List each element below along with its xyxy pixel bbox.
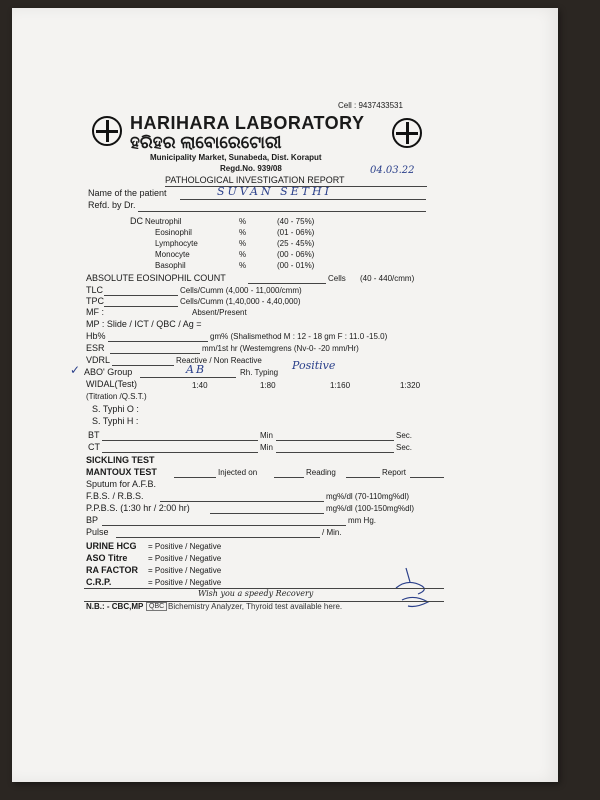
- patient-name-label: Name of the patient: [88, 188, 167, 198]
- ct-sec-label: Sec.: [396, 443, 413, 452]
- tlc-label: TLC: [86, 285, 104, 295]
- tpc-label: TPC: [86, 296, 104, 306]
- widal-dilution: 1:320: [400, 381, 421, 390]
- referred-by-label: Refd. by Dr.: [88, 200, 136, 210]
- lab-name: HARIHARA LABORATORY: [130, 113, 365, 133]
- abo-label: ABO' Group: [84, 367, 133, 377]
- serology-name: C.R.P.: [86, 577, 112, 587]
- ct-label: CT: [88, 442, 100, 452]
- mf-label: MF :: [86, 307, 104, 317]
- check-mark-icon: ✓: [70, 363, 81, 377]
- mf-options: Absent/Present: [192, 308, 247, 317]
- report-date: 04.03.22: [370, 165, 415, 176]
- dc-row-range: (01 - 06%): [277, 228, 315, 237]
- sickling-test-label: SICKLING TEST: [86, 455, 155, 465]
- abo-value: AB: [186, 363, 207, 376]
- serology-options: = Positive / Negative: [148, 542, 222, 551]
- bt-sec-label: Sec.: [396, 431, 413, 440]
- lab-address: Municipality Market, Sunabeda, Dist. Koraput: [150, 153, 322, 162]
- tpc-unit: Cells/Cumm (1,40,000 - 4,40,000): [180, 297, 301, 306]
- nb-prefix: N.B.: - CBC,MP: [86, 602, 144, 611]
- injected-on-label: Injected on: [218, 468, 258, 477]
- report-paper: [12, 8, 558, 782]
- pulse-label: Pulse: [86, 527, 109, 537]
- esr-label: ESR: [86, 343, 105, 353]
- aec-unit: Cells: [328, 274, 346, 283]
- mp-label: MP : Slide / ICT / QBC / Ag =: [86, 319, 202, 329]
- report-title: PATHOLOGICAL INVESTIGATION REPORT: [165, 175, 345, 185]
- cross-circle-icon: [392, 118, 422, 148]
- dc-row-unit: %: [239, 228, 247, 237]
- vdrl-options: Reactive / Non Reactive: [176, 356, 262, 365]
- serology-options: = Positive / Negative: [148, 578, 222, 587]
- rh-value: Positive: [292, 359, 336, 372]
- aec-range: (40 - 440/cmm): [360, 274, 415, 283]
- serology-options: = Positive / Negative: [148, 566, 222, 575]
- ppbs-label: P.P.B.S. (1:30 hr / 2:00 hr): [86, 503, 190, 513]
- dc-row-unit: %: [239, 261, 247, 270]
- wish-message: Wish you a speedy Recovery: [198, 589, 314, 598]
- vdrl-label: VDRL: [86, 355, 111, 365]
- widal-dilution: 1:160: [330, 381, 351, 390]
- dc-row-name: Monocyte: [155, 250, 190, 259]
- s-typhi-h-label: S. Typhi H :: [92, 416, 139, 426]
- dc-row-range: (40 - 75%): [277, 217, 315, 226]
- pulse-unit: / Min.: [322, 528, 342, 537]
- serology-options: = Positive / Negative: [148, 554, 222, 563]
- cell-number: Cell : 9437433531: [338, 101, 403, 110]
- report-label: Report: [382, 468, 407, 477]
- fbs-label: F.B.S. / R.B.S.: [86, 491, 144, 501]
- rh-label: Rh. Typing: [240, 368, 279, 377]
- sputum-label: Sputum for A.F.B.: [86, 479, 157, 489]
- lab-name-odia: ହରିହର ଲାବୋରେଟୋରୀ: [130, 133, 282, 152]
- serology-name: URINE HCG: [86, 541, 137, 551]
- dc-row-name: Basophil: [155, 261, 186, 270]
- mantoux-test-label: MANTOUX TEST: [86, 467, 157, 477]
- bp-label: BP: [86, 515, 99, 525]
- reading-label: Reading: [306, 468, 336, 477]
- hb-unit: gm% (Shalismethod M : 12 - 18 gm F : 11.0 -15.0): [210, 332, 388, 341]
- bt-min-label: Min: [260, 431, 273, 440]
- nb-rest: Bichemistry Analyzer, Thyroid test available here.: [168, 602, 343, 611]
- fbs-unit: mg%/dl (70-110mg%dl): [326, 492, 409, 501]
- widal-dilution: 1:80: [260, 381, 276, 390]
- s-typhi-o-label: S. Typhi O :: [92, 404, 139, 414]
- esr-unit: mm/1st hr (Westemgrens (Nv-0- -20 mm/Hr): [202, 344, 359, 353]
- dc-row-unit: %: [239, 239, 247, 248]
- serology-name: ASO Titre: [86, 553, 128, 563]
- patient-name-value: SUVAN SETHI: [217, 185, 332, 198]
- registration-number: Regd.No. 939/08: [220, 164, 282, 173]
- ct-min-label: Min: [260, 443, 273, 452]
- serology-name: RA FACTOR: [86, 565, 139, 575]
- dc-row-unit: %: [239, 217, 247, 226]
- dc-row-range: (00 - 01%): [277, 261, 315, 270]
- dc-row-name: Eosinophil: [155, 228, 192, 237]
- hb-label: Hb%: [86, 331, 106, 341]
- dc-row-range: (25 - 45%): [277, 239, 315, 248]
- dc-row-range: (00 - 06%): [277, 250, 315, 259]
- dc-row-name: Lymphocyte: [155, 239, 198, 248]
- dc-label: DC: [130, 216, 143, 226]
- bp-unit: mm Hg.: [348, 516, 376, 525]
- widal-dilution: 1:40: [192, 381, 208, 390]
- titration-label: (Titration /Q.S.T.): [86, 392, 147, 401]
- widal-label: WIDAL(Test): [86, 379, 138, 389]
- dc-row-name: Neutrophil: [145, 217, 182, 226]
- nb-stamp: QBC: [146, 602, 167, 611]
- dc-row-unit: %: [239, 250, 247, 259]
- ppbs-unit: mg%/dl (100-150mg%dl): [326, 504, 415, 513]
- cross-circle-icon: [92, 116, 122, 146]
- aec-label: ABSOLUTE EOSINOPHIL COUNT: [86, 273, 226, 283]
- bt-label: BT: [88, 430, 100, 440]
- tlc-unit: Cells/Cumm (4,000 - 11,000/cmm): [180, 286, 302, 295]
